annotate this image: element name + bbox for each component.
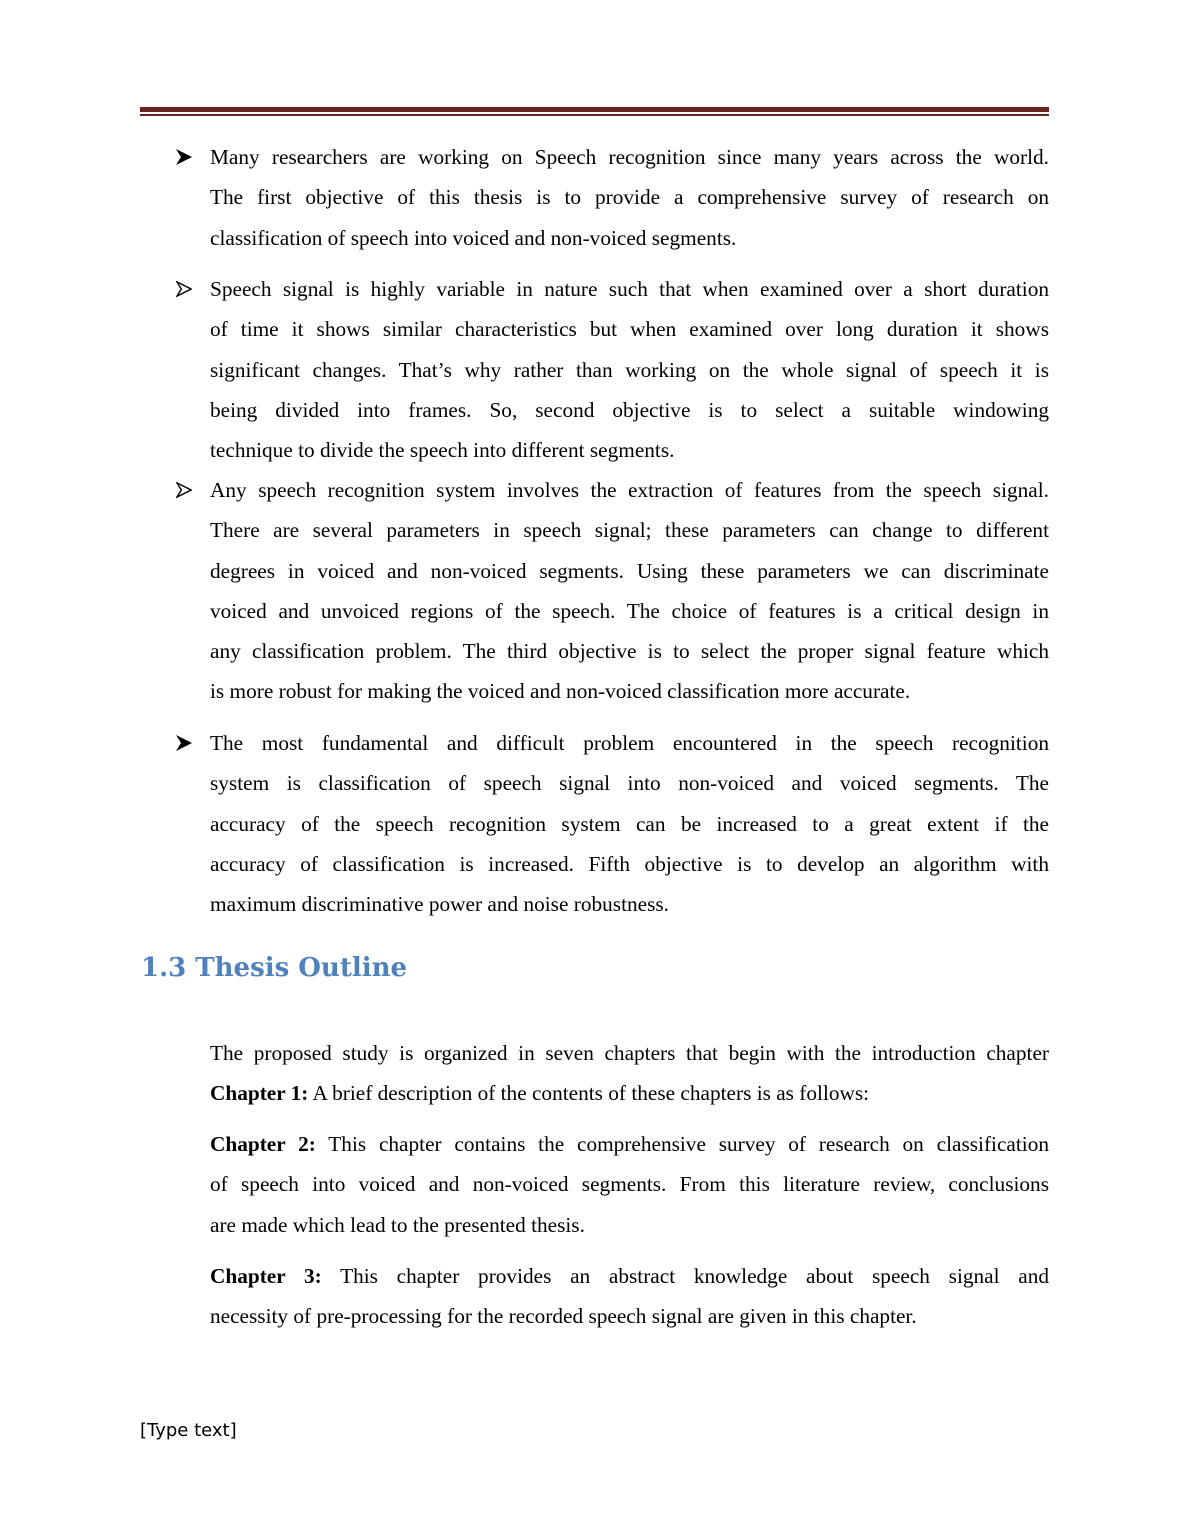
outline-intro-paragraph: [210, 1033, 1049, 1114]
objective-bullet-4: [210, 723, 1049, 924]
bullet-line: Many researchers are working on Speech recognition since many years across the world.: [210, 145, 1049, 169]
bullet-line: Any speech recognition system involves the extraction of features from the speech signal.: [210, 478, 1049, 502]
bullet-line: technique to divide the speech into different segments.: [210, 438, 675, 463]
bullet-line: accuracy of classification is increased. Fifth objective is to develop an algorithm with: [210, 851, 1049, 876]
header-rule: [140, 107, 1049, 117]
chapter-2-text: This chapter contains the comprehensive survey of research on classification: [315, 1132, 1049, 1156]
objective-bullet-2: [210, 269, 1049, 470]
bullet-line: The first objective of this thesis is to provide a comprehensive survey of research on: [210, 185, 1049, 210]
bullet-line: The most fundamental and difficult problem encountered in the speech recognition: [210, 731, 1049, 755]
chapter-1-text: A brief description of the contents of these chapters is as follows:: [308, 1081, 870, 1106]
chapter-2-paragraph: [210, 1124, 1049, 1245]
section-heading: 1.3 Thesis Outline: [141, 953, 408, 983]
footer-placeholder-text[interactable]: [Type text]: [140, 1420, 237, 1441]
objective-bullet-3: [210, 470, 1049, 712]
chapter-3-label: Chapter 3:: [210, 1264, 322, 1288]
bullet-line: voiced and unvoiced regions of the speech. The choice of features is a critical design in: [210, 598, 1049, 623]
bullet-line: being divided into frames. So, second objective is to select a suitable windowing: [210, 397, 1049, 422]
chapter-3-paragraph: [210, 1256, 1049, 1337]
bullet-line: Speech signal is highly variable in nature such that when examined over a short duration: [210, 277, 1049, 301]
chapter-2-label: Chapter 2:: [210, 1132, 316, 1156]
bullet-line: classification of speech into voiced and non-voiced segments.: [210, 225, 737, 250]
bullet-line: system is classification of speech signal into non-voiced and voiced segments. The: [210, 771, 1049, 796]
chapter-2-line: of speech into voiced and non-voiced segments. From this literature review, conclusions: [210, 1172, 1049, 1197]
arrowhead-bullet-icon: [173, 470, 195, 510]
header-rule-thick: [140, 107, 1049, 112]
chapter-1-line: [210, 1073, 1049, 1113]
chapter-1-label: Chapter 1:: [210, 1081, 309, 1106]
bullet-line: degrees in voiced and non-voiced segments. Using these parameters we can discriminate: [210, 558, 1049, 583]
bullet-line: of time it shows similar characteristics but when examined over long duration it shows: [210, 317, 1049, 342]
chapter-3-text: This chapter provides an abstract knowledge about speech signal and: [321, 1264, 1049, 1288]
bullet-line: There are several parameters in speech signal; these parameters can change to different: [210, 518, 1049, 543]
bullet-line: significant changes. That’s why rather than working on the whole signal of speech it is: [210, 357, 1049, 382]
bullet-line: any classification problem. The third objective is to select the proper signal feature which: [210, 639, 1049, 664]
objective-bullet-1: [210, 137, 1049, 258]
arrowhead-bullet-icon: [173, 137, 195, 177]
chapter-2-line: [210, 1124, 1049, 1164]
arrowhead-bullet-icon: [173, 269, 195, 309]
bullet-line: accuracy of the speech recognition system can be increased to a great extent if the: [210, 811, 1049, 836]
chapter-3-line: [210, 1256, 1049, 1296]
chapter-3-line: necessity of pre-processing for the recorded speech signal are given in this chapter.: [210, 1304, 917, 1329]
bullet-line: maximum discriminative power and noise robustness.: [210, 892, 669, 917]
header-rule-thin: [140, 114, 1049, 116]
chapter-2-line: are made which lead to the presented thesis.: [210, 1212, 585, 1237]
outline-intro-line: The proposed study is organized in seven chapters that begin with the introduction chapter: [210, 1041, 1049, 1065]
arrowhead-bullet-icon: [173, 723, 195, 763]
bullet-line: is more robust for making the voiced and non-voiced classification more accurate.: [210, 679, 911, 704]
